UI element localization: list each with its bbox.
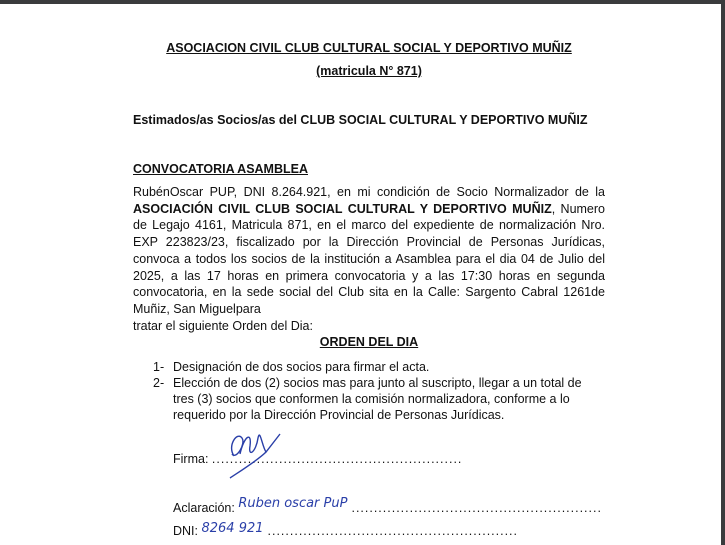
aclaracion-line — [173, 496, 605, 517]
aclaracion-dots: ........................................................ — [351, 501, 602, 516]
agenda-title: ORDEN DEL DIA — [319, 335, 419, 350]
section-title: CONVOCATORIA ASAMBLEA — [133, 162, 308, 176]
organization-name: ASOCIACIÓN CIVIL CLUB SOCIAL CULTURAL Y DEPORTIVO MUÑIZ — [133, 201, 552, 216]
dni-line — [173, 523, 605, 540]
aclaracion-handwritten: Ruben oscar PuP — [238, 496, 348, 512]
agenda-item — [153, 375, 605, 423]
document-title: ASOCIACION CIVIL CLUB CULTURAL SOCIAL Y DEPORTIVO MUÑIZ — [166, 41, 572, 55]
dni-dots: ........................................................ — [267, 524, 518, 539]
firma-label: Firma: — [173, 452, 209, 467]
document-page — [0, 4, 721, 545]
firma-line — [173, 451, 605, 468]
agenda-item-text: Designación de dos socios para firmar el acta. — [173, 360, 430, 375]
agenda-item — [153, 359, 605, 375]
agenda-list — [153, 359, 605, 423]
dni-handwritten: 8264 921 — [201, 521, 264, 537]
document-column — [133, 4, 605, 540]
paragraph-last-line: tratar el siguiente Orden del Dia: — [133, 318, 313, 333]
convocation-paragraph — [133, 184, 605, 334]
paragraph-lead: RubénOscar PUP, DNI 8.264.921, en mi condición de Socio Normalizador de la — [133, 185, 605, 199]
firma-dots: ........................................................ — [211, 452, 463, 467]
document-subtitle: (matricula N° 871) — [316, 64, 422, 78]
agenda-item-number: 1- — [153, 360, 165, 375]
salutation: Estimados/as Socios/as del CLUB SOCIAL CULTURAL Y DEPORTIVO MUÑIZ — [133, 113, 588, 127]
aclaracion-label: Aclaración: — [173, 501, 235, 516]
paragraph-body: , Numero de Legajo 4161, Matricula 871, en el marco del expediente de normalización Nro. EXP 223823/23, fiscalizado por la Dirección Provincial de Personas Jurídicas, convoca a todos los socios de la institución a Asamblea para el dia 04 de Julio del 2025, a las 17 horas en primera convocatoria y a las 17:30 horas en segunda convocatoria, en la sede social del Club sita en la Calle: Sargento Cabral 1261de Muñiz, San Miguelpara — [133, 201, 605, 316]
dni-label: DNI: — [173, 524, 198, 539]
agenda-item-text: Elección de dos (2) socios mas para junto al suscripto, llegar a un total de tres (3) socios que conformen la comisión normalizadora, conforme a lo requerido por la Dirección Provincial de Personas Jurídicas. — [173, 376, 582, 423]
agenda-item-number: 2- — [153, 376, 165, 391]
handwritten-signature — [222, 426, 282, 481]
